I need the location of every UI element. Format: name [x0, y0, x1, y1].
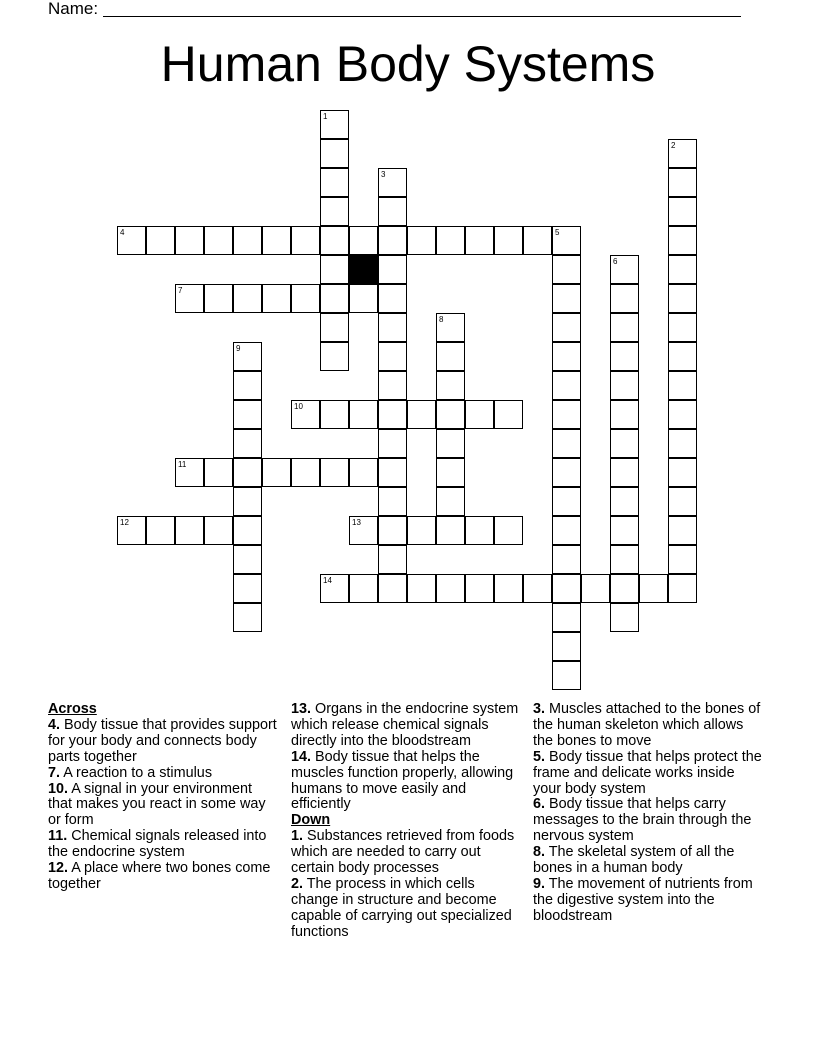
clues-column-1 — [48, 702, 280, 893]
grid-cell[interactable] — [552, 284, 581, 313]
grid-cell[interactable] — [320, 139, 349, 168]
grid-cell[interactable] — [668, 545, 697, 574]
grid-cell[interactable] — [320, 110, 349, 139]
grid-cell[interactable] — [117, 226, 146, 255]
grid-cell[interactable] — [610, 487, 639, 516]
grid-cell[interactable] — [233, 342, 262, 371]
grid-cell[interactable] — [349, 458, 378, 487]
grid-cell[interactable] — [378, 487, 407, 516]
page-title: Human Body Systems — [160, 36, 656, 92]
grid-cell[interactable] — [378, 197, 407, 226]
grid-cell[interactable] — [291, 458, 320, 487]
grid-cell[interactable] — [494, 516, 523, 545]
grid-cell[interactable] — [552, 632, 581, 661]
grid-cell[interactable] — [233, 429, 262, 458]
grid-cell[interactable] — [175, 226, 204, 255]
grid-cell[interactable] — [233, 226, 262, 255]
grid-cell[interactable] — [146, 226, 175, 255]
grid-cell[interactable] — [552, 574, 581, 603]
grid-cell[interactable] — [349, 284, 378, 313]
grid-cell[interactable] — [407, 574, 436, 603]
grid-cell[interactable] — [610, 371, 639, 400]
grid-cell[interactable] — [668, 487, 697, 516]
black-cell — [349, 255, 378, 284]
grid-cell[interactable] — [610, 342, 639, 371]
cell-number: 2 — [671, 141, 676, 150]
grid-cell[interactable] — [668, 255, 697, 284]
grid-cell[interactable] — [552, 342, 581, 371]
grid-cell[interactable] — [233, 574, 262, 603]
clues-column-3 — [533, 702, 765, 925]
clue-across-13: 13. Organs in the endocrine system which release chemical signals directly into the bloodstream — [291, 701, 519, 749]
grid-cell[interactable] — [378, 226, 407, 255]
grid-cell[interactable] — [552, 545, 581, 574]
grid-cell[interactable] — [668, 400, 697, 429]
grid-cell[interactable] — [552, 400, 581, 429]
name-label: Name: — [48, 0, 99, 18]
grid-cell[interactable] — [204, 458, 233, 487]
grid-cell[interactable] — [407, 400, 436, 429]
grid-cell[interactable] — [320, 342, 349, 371]
grid-cell[interactable] — [378, 545, 407, 574]
grid-cell[interactable] — [436, 313, 465, 342]
cell-number: 6 — [613, 257, 618, 266]
cell-number: 12 — [120, 518, 129, 527]
grid-cell[interactable] — [552, 371, 581, 400]
clue-down-9: 9. The movement of nutrients from the digestive system into the bloodstream — [533, 875, 753, 924]
grid-cell[interactable] — [378, 516, 407, 545]
grid-cell[interactable] — [668, 284, 697, 313]
grid-cell[interactable] — [523, 574, 552, 603]
grid-cell[interactable] — [320, 226, 349, 255]
grid-cell[interactable] — [610, 458, 639, 487]
grid-cell[interactable] — [378, 342, 407, 371]
grid-cell[interactable] — [610, 313, 639, 342]
grid-cell[interactable] — [610, 574, 639, 603]
grid-cell[interactable] — [465, 574, 494, 603]
down-heading: Down — [291, 812, 331, 829]
grid-cell[interactable] — [407, 516, 436, 545]
grid-cell[interactable] — [610, 603, 639, 632]
grid-cell[interactable] — [378, 255, 407, 284]
clues-column-2 — [291, 702, 523, 941]
grid-cell[interactable] — [320, 458, 349, 487]
grid-cell[interactable] — [494, 226, 523, 255]
grid-cell[interactable] — [436, 429, 465, 458]
grid-cell[interactable] — [320, 284, 349, 313]
grid-cell[interactable] — [494, 574, 523, 603]
cell-number: 5 — [555, 228, 560, 237]
cell-number: 14 — [323, 576, 332, 585]
grid-cell[interactable] — [465, 400, 494, 429]
grid-cell[interactable] — [378, 458, 407, 487]
grid-cell[interactable] — [436, 342, 465, 371]
grid-cell[interactable] — [262, 226, 291, 255]
grid-cell[interactable] — [233, 545, 262, 574]
grid-cell[interactable] — [233, 400, 262, 429]
grid-cell[interactable] — [465, 516, 494, 545]
grid-cell[interactable] — [436, 458, 465, 487]
grid-cell[interactable] — [175, 516, 204, 545]
across-heading: Across — [48, 701, 97, 717]
grid-cell[interactable] — [378, 284, 407, 313]
grid-cell[interactable] — [262, 458, 291, 487]
clue-down-3: 3. Muscles attached to the bones of the human skeleton which allows the bones to move — [533, 701, 761, 749]
grid-cell[interactable] — [639, 574, 668, 603]
grid-cell[interactable] — [233, 603, 262, 632]
cell-number: 13 — [352, 518, 361, 527]
grid-cell[interactable] — [320, 255, 349, 284]
grid-cell[interactable] — [349, 516, 378, 545]
grid-cell[interactable] — [552, 313, 581, 342]
grid-cell[interactable] — [610, 429, 639, 458]
grid-cell[interactable] — [204, 226, 233, 255]
grid-cell[interactable] — [668, 458, 697, 487]
grid-cell[interactable] — [349, 400, 378, 429]
grid-cell[interactable] — [668, 574, 697, 603]
grid-cell[interactable] — [668, 168, 697, 197]
clue-across-4: 4. Body tissue that provides support for your body and connects body parts together — [48, 716, 277, 765]
grid-cell[interactable] — [204, 284, 233, 313]
grid-cell[interactable] — [349, 574, 378, 603]
grid-cell[interactable] — [552, 429, 581, 458]
grid-cell[interactable] — [436, 516, 465, 545]
grid-cell[interactable] — [233, 516, 262, 545]
grid-cell[interactable] — [320, 197, 349, 226]
grid-cell[interactable] — [320, 313, 349, 342]
grid-cell[interactable] — [668, 226, 697, 255]
grid-cell[interactable] — [117, 516, 146, 545]
grid-cell[interactable] — [436, 574, 465, 603]
grid-cell[interactable] — [610, 284, 639, 313]
cell-number: 10 — [294, 402, 303, 411]
grid-cell[interactable] — [552, 226, 581, 255]
cell-number: 8 — [439, 315, 444, 324]
grid-cell[interactable] — [378, 168, 407, 197]
grid-cell[interactable] — [581, 574, 610, 603]
grid-cell[interactable] — [465, 226, 494, 255]
grid-cell[interactable] — [494, 400, 523, 429]
grid-cell[interactable] — [378, 313, 407, 342]
grid-cell[interactable] — [668, 313, 697, 342]
clue-across-10: 10. A signal in your environment that makes you react in some way or form — [48, 780, 266, 829]
grid-cell[interactable] — [378, 400, 407, 429]
grid-cell[interactable] — [668, 197, 697, 226]
grid-cell[interactable] — [378, 371, 407, 400]
grid-cell[interactable] — [552, 255, 581, 284]
grid-cell[interactable] — [233, 284, 262, 313]
grid-cell[interactable] — [610, 516, 639, 545]
grid-cell[interactable] — [291, 284, 320, 313]
clue-down-1: 1. Substances retrieved from foods which are needed to carry out certain body processes — [291, 828, 515, 877]
grid-cell[interactable] — [175, 458, 204, 487]
grid-cell[interactable] — [668, 371, 697, 400]
grid-cell[interactable] — [552, 516, 581, 545]
clue-down-8: 8. The skeletal system of all the bones in a human body — [533, 844, 735, 877]
grid-cell[interactable] — [436, 226, 465, 255]
grid-cell[interactable] — [320, 400, 349, 429]
cell-number: 11 — [178, 460, 187, 469]
grid-cell[interactable] — [523, 226, 552, 255]
grid-cell[interactable] — [436, 371, 465, 400]
grid-cell[interactable] — [668, 342, 697, 371]
cell-number: 4 — [120, 228, 125, 237]
cell-number: 1 — [323, 112, 328, 121]
grid-cell[interactable] — [552, 458, 581, 487]
clue-across-12: 12. A place where two bones come together — [48, 860, 271, 892]
grid-cell[interactable] — [291, 400, 320, 429]
grid-cell[interactable] — [320, 168, 349, 197]
cell-number: 9 — [236, 344, 241, 353]
grid-cell[interactable] — [610, 545, 639, 574]
grid-cell[interactable] — [436, 487, 465, 516]
grid-cell[interactable] — [204, 516, 233, 545]
grid-cell[interactable] — [610, 255, 639, 284]
clue-down-2: 2. The process in which cells change in structure and become capable of carrying out specialized functions — [291, 875, 512, 940]
clue-down-6: 6. Body tissue that helps carry messages to the brain through the nervous system — [533, 796, 752, 845]
grid-cell[interactable] — [668, 429, 697, 458]
grid-cell[interactable] — [175, 284, 204, 313]
grid-cell[interactable] — [320, 574, 349, 603]
grid-cell[interactable] — [262, 284, 291, 313]
grid-cell[interactable] — [668, 139, 697, 168]
grid-cell[interactable] — [436, 400, 465, 429]
clue-across-11: 11. Chemical signals released into the endocrine system — [48, 828, 267, 861]
grid-cell[interactable] — [552, 487, 581, 516]
grid-cell[interactable] — [407, 226, 436, 255]
clue-across-14: 14. Body tissue that helps the muscles function properly, allowing humans to move easily and efficiently — [291, 748, 514, 813]
clue-across-7: 7. A reaction to a stimulus — [48, 764, 213, 781]
grid-cell[interactable] — [291, 226, 320, 255]
grid-cell[interactable] — [233, 458, 262, 487]
grid-cell[interactable] — [668, 516, 697, 545]
grid-cell[interactable] — [349, 226, 378, 255]
grid-cell[interactable] — [378, 429, 407, 458]
cell-number: 3 — [381, 170, 386, 179]
grid-cell[interactable] — [233, 487, 262, 516]
grid-cell[interactable] — [552, 661, 581, 690]
grid-cell[interactable] — [610, 400, 639, 429]
cell-number: 7 — [178, 286, 183, 295]
grid-cell[interactable] — [146, 516, 175, 545]
grid-cell[interactable] — [233, 371, 262, 400]
clue-down-5: 5. Body tissue that helps protect the frame and delicate works inside your body system — [533, 748, 762, 797]
grid-cell[interactable] — [552, 603, 581, 632]
grid-cell[interactable] — [378, 574, 407, 603]
